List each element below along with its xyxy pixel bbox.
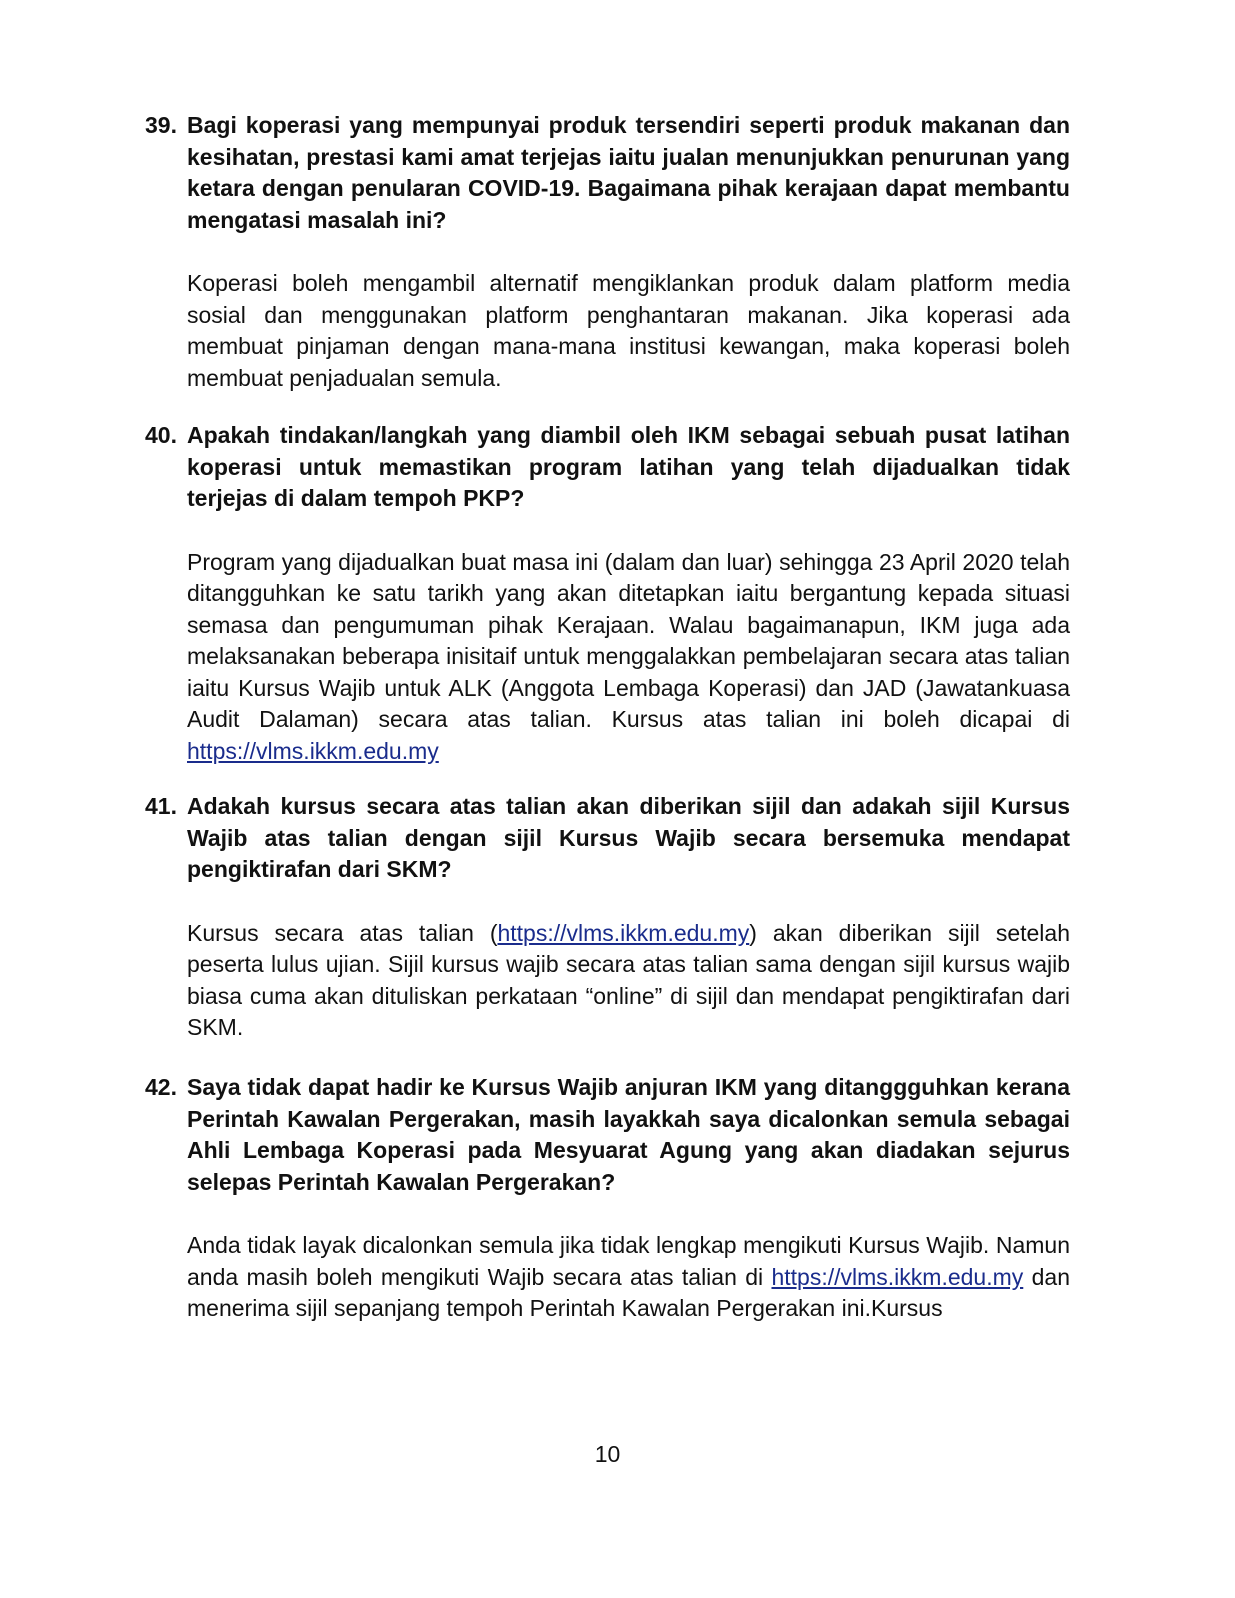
qa-item-39	[145, 110, 1070, 394]
vlms-link[interactable]: https://vlms.ikkm.edu.my	[771, 1263, 1024, 1290]
question-text: Adakah kursus secara atas talian akan diberikan sijil dan adakah sijil Kursus Wajib atas talian dengan sijil Kursus Wajib secara bersemuka mendapat pengiktirafan dari SKM?	[187, 793, 1070, 882]
qa-item-40	[145, 420, 1070, 767]
qa-item-41	[145, 791, 1070, 1044]
question-text: Apakah tindakan/langkah yang diambil oleh IKM sebagai sebuah pusat latihan koperasi untuk memastikan program latihan yang telah dijadualkan tidak terjejas di dalam tempoh PKP?	[187, 422, 1070, 511]
question-number: 39.	[145, 112, 177, 138]
vlms-link[interactable]: https://vlms.ikkm.edu.my	[497, 919, 750, 946]
answer-text: Kursus secara atas talian (	[187, 919, 498, 946]
question-number: 40.	[145, 422, 177, 448]
answer-text-after: dan menerima sijil sepanjang tempoh Perintah Kawalan Pergerakan ini.Kursus	[187, 1263, 1070, 1321]
question-row	[145, 1072, 1070, 1198]
page-number: 10	[594, 1441, 621, 1467]
qa-item-42	[145, 1072, 1070, 1325]
vlms-link[interactable]: https://vlms.ikkm.edu.my	[187, 737, 439, 764]
answer-paragraph	[187, 547, 1070, 768]
question-text: Saya tidak dapat hadir ke Kursus Wajib anjuran IKM yang ditanggguhkan kerana Perintah Kawalan Pergerakan, masih layakkah saya dicalonkan semula sebagai Ahli Lembaga Koperasi pada Mesyuarat Agung yang akan diadakan sejurus selepas Perintah Kawalan Pergerakan?	[187, 1074, 1070, 1195]
question-number: 41.	[145, 793, 177, 819]
question-number: 42.	[145, 1074, 177, 1100]
question-row	[145, 110, 1070, 236]
answer-text: Anda tidak layak dicalonkan semula jika tidak lengkap mengikuti Kursus Wajib. Namun anda masih boleh mengikuti Wajib secara atas talian di	[187, 1232, 1070, 1290]
answer-text: Koperasi boleh mengambil alternatif mengiklankan produk dalam platform media sosial dan menggunakan platform penghantaran makanan. Jika koperasi ada membuat pinjaman dengan mana-mana institusi kewangan, maka koperasi boleh membuat penjadualan semula.	[187, 270, 1070, 391]
answer-text: Program yang dijadualkan buat masa ini (dalam dan luar) sehingga 23 April 2020 telah ditangguhkan ke satu tarikh yang akan ditetapkan iaitu bergantung kepada situasi semasa dan pengumuman pihak Kerajaan. Walau bagaimanapun, IKM juga ada melaksanakan beberapa inisitaif untuk menggalakkan pembelajaran secara atas talian iaitu Kursus Wajib untuk ALK (Anggota Lembaga Koperasi) dan JAD (Jawatankuasa Audit Dalaman) secara atas talian. Kursus atas talian ini boleh dicapai di	[187, 548, 1070, 732]
answer-text-after: ) akan diberikan sijil setelah peserta lulus ujian. Sijil kursus wajib secara atas talian sama dengan sijil kursus wajib biasa cuma akan dituliskan perkataan “online” di sijil dan mendapat pengiktirafan dari SKM.	[187, 919, 1070, 1040]
question-row	[145, 791, 1070, 886]
answer-paragraph	[187, 918, 1070, 1044]
answer-paragraph	[187, 1230, 1070, 1325]
question-row	[145, 420, 1070, 515]
question-text: Bagi koperasi yang mempunyai produk tersendiri seperti produk makanan dan kesihatan, prestasi kami amat terjejas iaitu jualan menunjukkan penurunan yang ketara dengan penularan COVID-19. Bagaimana pihak kerajaan dapat membantu mengatasi masalah ini?	[187, 112, 1070, 233]
